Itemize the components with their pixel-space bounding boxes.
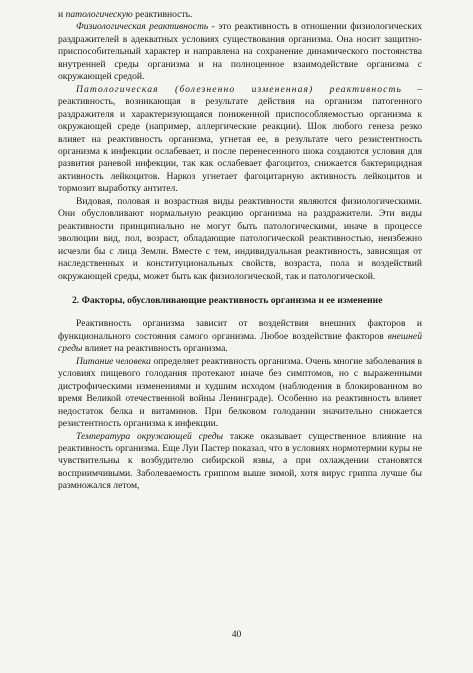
- term-nutrition: Питание человека: [76, 355, 151, 367]
- paragraph-text: влияет на реактивность организма.: [82, 343, 228, 355]
- paragraph-text: Реактивность организма зависит от воздействия внешних факторов и функционального состояния самого организма. Любое воздействие факторов: [58, 318, 422, 342]
- paragraph-lead: и: [58, 9, 66, 20]
- paragraph-temperature: [58, 431, 422, 493]
- paragraph-text: Видовая, половая и возрастная виды реактивности являются физиологическими. Они обусловливают нормальную реакцию организма на раздражители. Эти виды реактивности принципиально не могут быть патологическими, иначе в процессе эволюции вид, пол, возраст, обладающие патологической реактивностью, неизбежно исчезли бы с лица Земли. Вместе с тем, индивидуальная реактивность, зависящая от наследственных и конституциональных свойств, возраста, пола и воздействий окружающей среды, может быть как физиологической, так и патологической.: [58, 195, 422, 282]
- paragraph-physiological-reactivity: [58, 21, 422, 83]
- paragraph-text: реактивность.: [132, 9, 193, 20]
- term-pathological: патологическую: [65, 9, 133, 20]
- paragraph-external-factors: [58, 318, 422, 355]
- paragraph-text: - это реактивность в отношении физиологических раздражителей в адекватных условиях существования организма. Она носит защитно-приспособительный характер и направлена на сохранение динамического постоянства внутренней среды организма и на полноценное взаимодействие организма с окружающей средой.: [58, 21, 423, 83]
- term-pathological-reactivity: Патологическая (болезненно измененная) реактивность: [76, 83, 402, 95]
- term-temperature: Температура окружающей среды: [76, 430, 224, 442]
- paragraph-pathological-reactivity: [58, 84, 422, 196]
- paragraph-species-reactivity: [58, 196, 422, 283]
- page-number: 40: [231, 629, 242, 640]
- term-physiological-reactivity: Физиологическая реактивность: [76, 21, 209, 33]
- term-external-environment: внешней среды: [58, 330, 422, 355]
- paragraph-text: также оказывает существенное влияние на реактивность организма. Еще Луи Пастер показал, что в условиях нормотермии куры не чувствительны к возбудителю сибирской язвы, а при охлаждении становятся восприимчивыми. Заболеваемость гриппом выше зимой, хотя вирус гриппа лучше бы размножался летом,: [58, 430, 422, 492]
- paragraph-continuation: [58, 9, 422, 21]
- paragraph-text: – реактивность, возникающая в результате действия на организм патогенного раздражителя и характеризующаяся пониженной приспособляемостью организма к окружающей среде (например, аллергические реакции). Шок любого генеза резко влияет на реактивность организма, угнетая ее, в результате чего резистентность организма к инфекции ослабевает, и после перенесенного шока создаются условия для развития раневой инфекции, так как ослабевает фагоцитоз, снижается бактерицидная активность лейкоцитов. Наркоз угнетает фагоцитарную активность лейкоцитов и тормозит выработку антител.: [58, 83, 422, 195]
- paragraph-text: определяет реактивность организма. Очень многие заболевания в условиях пищевого голодания протекают иначе без симптомов, но с выраженными дистрофическими изменениями и худшим исходом (наблюдения в блокированном во время Великой отечественной войны Ленинграде). Особенно на реактивность влияет недостаток белка и витаминов. При белковом голодании значительно снижается резистентность организма к инфекции.: [58, 355, 422, 430]
- section-heading: 2. Факторы, обусловливающие реактивность организма и ее изменение: [72, 294, 383, 306]
- paragraph-nutrition: [58, 356, 422, 431]
